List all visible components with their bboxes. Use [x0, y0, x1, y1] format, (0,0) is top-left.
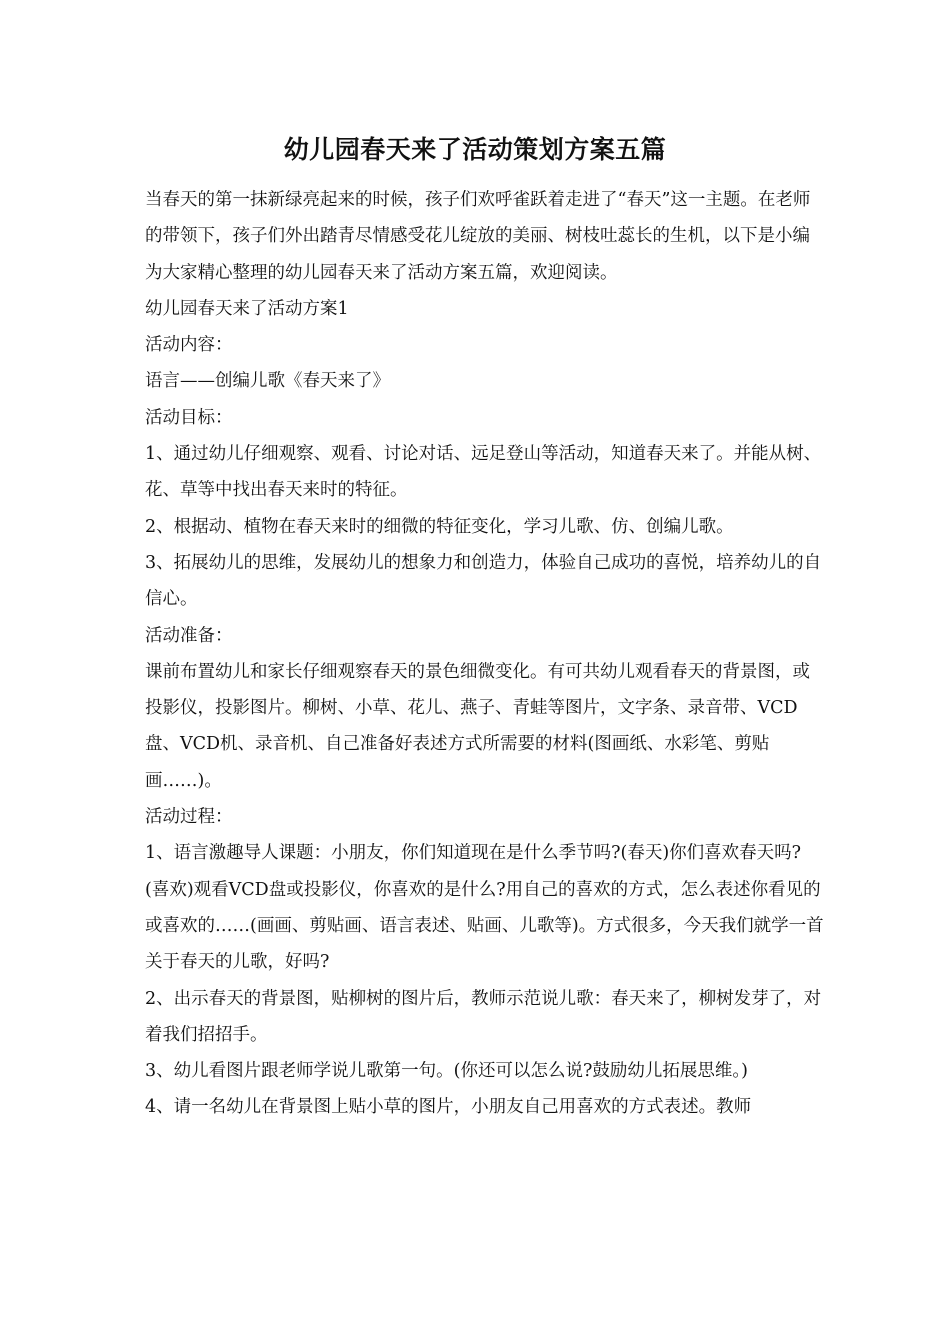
content-text: 语言——创编儿歌《春天来了》	[145, 371, 390, 392]
subheading-preparation: 活动准备：	[145, 625, 233, 646]
process-step: 2、出示春天的背景图，贴柳树的图片后，教师示范说儿歌：春天来了，柳树发芽了，对着我们招招手。	[145, 988, 822, 1045]
document-title: 幼儿园春天来了活动策划方案五篇	[283, 135, 667, 164]
preparation-text: 课前布置幼儿和家长仔细观察春天的景色细微变化。有可共幼儿观看春天的背景图，或投影仪，投影图片。柳树、小草、花儿、燕子、青蛙等图片，文字条、录音带、VCD盘、VCD机、录音机、自己准备好表述方式所需要的材料(图画纸、水彩笔、剪贴画……)。	[145, 661, 810, 791]
goal-item: 2、根据动、植物在春天来时的细微的特征变化，学习儿歌、仿、创编儿歌。	[145, 516, 734, 537]
document-body	[145, 182, 825, 1126]
subheading-goals: 活动目标：	[145, 407, 233, 428]
subheading-process: 活动过程：	[145, 807, 233, 828]
process-step: 1、语言激趣导人课题：小朋友，你们知道现在是什么季节吗?(春天)你们喜欢春天吗?(喜欢)观看VCD盘或投影仪，你喜欢的是什么?用自己的喜欢的方式，怎么表述你看见的或喜欢的……(画画、剪贴画、语言表述、贴画、儿歌等)。方式很多，今天我们就学一首关于春天的儿歌，好吗?	[145, 843, 824, 973]
subheading-content: 活动内容：	[145, 335, 233, 356]
intro-paragraph: 当春天的第一抹新绿亮起来的时候，孩子们欢呼雀跃着走进了“春天”这一主题。在老师的带领下，孩子们外出踏青尽情感受花儿绽放的美丽、树枝吐蕊长的生机，以下是小编为大家精心整理的幼儿园春天来了活动方案五篇，欢迎阅读。	[145, 190, 811, 283]
goal-item: 1、通过幼儿仔细观察、观看、讨论对话、远足登山等活动，知道春天来了。并能从树、花、草等中找出春天来时的特征。	[145, 444, 822, 501]
goal-item: 3、拓展幼儿的思维，发展幼儿的想象力和创造力，体验自己成功的喜悦，培养幼儿的自信心。	[145, 552, 822, 610]
process-step: 3、幼儿看图片跟老师学说儿歌第一句。(你还可以怎么说?鼓励幼儿拓展思维。)	[145, 1061, 748, 1082]
process-step: 4、请一名幼儿在背景图上贴小草的图片，小朋友自己用喜欢的方式表述。教师	[145, 1097, 752, 1118]
section-heading: 幼儿园春天来了活动方案1	[145, 298, 349, 319]
